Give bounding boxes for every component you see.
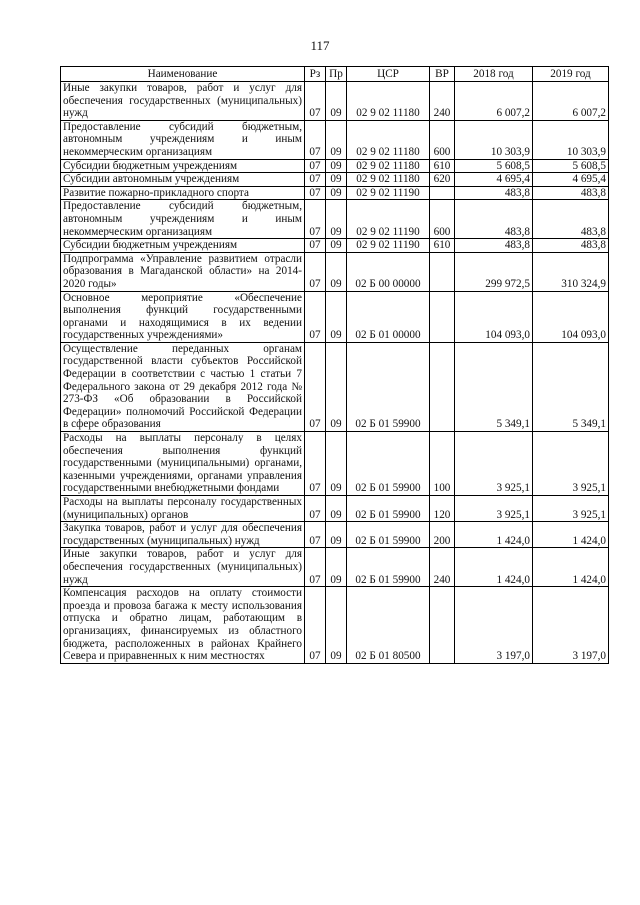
cell-2019: 483,8 — [533, 200, 609, 239]
cell-rz: 07 — [305, 548, 326, 587]
cell-2018: 483,8 — [455, 239, 533, 253]
cell-vr — [430, 587, 455, 664]
cell-vr — [430, 291, 455, 342]
cell-vr: 610 — [430, 239, 455, 253]
cell-vr — [430, 186, 455, 200]
cell-name: Основное мероприятие «Обеспечение выполнения функций государственными органами и находящимися в их ведении государственных учреждениями» — [61, 291, 305, 342]
cell-2018: 6 007,2 — [455, 82, 533, 121]
cell-pr: 09 — [326, 186, 347, 200]
table-row — [61, 82, 609, 121]
cell-name: Субсидии бюджетным учреждениям — [61, 239, 305, 253]
cell-name: Расходы на выплаты персоналу государственных (муниципальных) органов — [61, 496, 305, 522]
cell-csr: 02 9 02 11180 — [347, 159, 430, 173]
table-row — [61, 548, 609, 587]
cell-pr: 09 — [326, 173, 347, 187]
table-row — [61, 522, 609, 548]
cell-vr: 600 — [430, 200, 455, 239]
cell-csr: 02 Б 01 59900 — [347, 432, 430, 496]
cell-pr: 09 — [326, 587, 347, 664]
cell-vr: 240 — [430, 548, 455, 587]
cell-2019: 4 695,4 — [533, 173, 609, 187]
cell-2019: 3 197,0 — [533, 587, 609, 664]
cell-name: Закупка товаров, работ и услуг для обеспечения государственных (муниципальных) нужд — [61, 522, 305, 548]
cell-csr: 02 9 02 11180 — [347, 173, 430, 187]
cell-pr: 09 — [326, 239, 347, 253]
budget-table — [60, 66, 609, 664]
cell-rz: 07 — [305, 432, 326, 496]
cell-rz: 07 — [305, 159, 326, 173]
cell-name: Иные закупки товаров, работ и услуг для обеспечения государственных (муниципальных) нужд — [61, 82, 305, 121]
cell-2019: 3 925,1 — [533, 496, 609, 522]
cell-name: Предоставление субсидий бюджетным, автономным учреждениям и иным некоммерческим организациям — [61, 120, 305, 159]
cell-pr: 09 — [326, 159, 347, 173]
cell-name: Развитие пожарно-прикладного спорта — [61, 186, 305, 200]
cell-rz: 07 — [305, 496, 326, 522]
cell-2018: 3 925,1 — [455, 432, 533, 496]
cell-pr: 09 — [326, 252, 347, 291]
cell-vr: 100 — [430, 432, 455, 496]
cell-2018: 483,8 — [455, 200, 533, 239]
cell-2019: 1 424,0 — [533, 522, 609, 548]
cell-vr: 200 — [430, 522, 455, 548]
cell-rz: 07 — [305, 82, 326, 121]
table-header — [61, 67, 609, 82]
cell-2018: 299 972,5 — [455, 252, 533, 291]
cell-vr — [430, 342, 455, 431]
cell-2019: 104 093,0 — [533, 291, 609, 342]
header-row — [61, 67, 609, 82]
cell-rz: 07 — [305, 522, 326, 548]
table-row — [61, 200, 609, 239]
cell-csr: 02 Б 00 00000 — [347, 252, 430, 291]
cell-name: Компенсация расходов на оплату стоимости проезда и провоза багажа к месту использования отпуска и обратно лицам, работающим в организациях, финансируемых из областного бюджета, расположенных в районах Крайнего Севера и приравненных к ним местностях — [61, 587, 305, 664]
table-row — [61, 120, 609, 159]
cell-2018: 10 303,9 — [455, 120, 533, 159]
cell-vr: 240 — [430, 82, 455, 121]
cell-name: Предоставление субсидий бюджетным, автономным учреждениям и иным некоммерческим организациям — [61, 200, 305, 239]
cell-pr: 09 — [326, 291, 347, 342]
table-row — [61, 432, 609, 496]
page-number: 117 — [310, 38, 330, 53]
table-row — [61, 291, 609, 342]
cell-pr: 09 — [326, 120, 347, 159]
header-2019: 2019 год — [533, 67, 609, 82]
header-csr: ЦСР — [347, 67, 430, 82]
cell-2019: 6 007,2 — [533, 82, 609, 121]
cell-2018: 1 424,0 — [455, 548, 533, 587]
cell-2019: 10 303,9 — [533, 120, 609, 159]
cell-pr: 09 — [326, 342, 347, 431]
cell-rz: 07 — [305, 200, 326, 239]
cell-csr: 02 9 02 11180 — [347, 82, 430, 121]
table-row — [61, 496, 609, 522]
cell-pr: 09 — [326, 496, 347, 522]
table-row — [61, 159, 609, 173]
cell-rz: 07 — [305, 291, 326, 342]
header-pr: Пр — [326, 67, 347, 82]
cell-name: Субсидии автономным учреждениям — [61, 173, 305, 187]
cell-name: Субсидии бюджетным учреждениям — [61, 159, 305, 173]
cell-csr: 02 Б 01 59900 — [347, 548, 430, 587]
cell-2018: 4 695,4 — [455, 173, 533, 187]
cell-rz: 07 — [305, 342, 326, 431]
header-vr: ВР — [430, 67, 455, 82]
cell-name: Осуществление переданных органам государственной власти субъектов Российской Федерации в соответствии с частью 1 статьи 7 Федерального закона от 29 декабря 2012 года № 273-ФЗ «Об образовании в Российской Федерации» полномочий Российской Федерации в сфере образования — [61, 342, 305, 431]
cell-name: Иные закупки товаров, работ и услуг для обеспечения государственных (муниципальных) нужд — [61, 548, 305, 587]
cell-pr: 09 — [326, 522, 347, 548]
header-name: Наименование — [61, 67, 305, 82]
cell-rz: 07 — [305, 173, 326, 187]
cell-csr: 02 9 02 11190 — [347, 239, 430, 253]
cell-2019: 5 349,1 — [533, 342, 609, 431]
cell-vr: 120 — [430, 496, 455, 522]
cell-2018: 1 424,0 — [455, 522, 533, 548]
cell-csr: 02 Б 01 80500 — [347, 587, 430, 664]
cell-2018: 104 093,0 — [455, 291, 533, 342]
cell-csr: 02 9 02 11190 — [347, 186, 430, 200]
cell-2018: 3 197,0 — [455, 587, 533, 664]
table-row — [61, 173, 609, 187]
table-row — [61, 186, 609, 200]
cell-rz: 07 — [305, 252, 326, 291]
cell-csr: 02 Б 01 00000 — [347, 291, 430, 342]
table-body — [61, 82, 609, 664]
cell-vr: 610 — [430, 159, 455, 173]
table-row — [61, 342, 609, 431]
cell-2018: 3 925,1 — [455, 496, 533, 522]
cell-2019: 1 424,0 — [533, 548, 609, 587]
cell-pr: 09 — [326, 82, 347, 121]
cell-2018: 5 349,1 — [455, 342, 533, 431]
cell-2019: 483,8 — [533, 186, 609, 200]
table-row — [61, 587, 609, 664]
cell-csr: 02 Б 01 59900 — [347, 496, 430, 522]
cell-rz: 07 — [305, 186, 326, 200]
cell-2019: 310 324,9 — [533, 252, 609, 291]
table-row — [61, 239, 609, 253]
cell-rz: 07 — [305, 587, 326, 664]
cell-2019: 5 608,5 — [533, 159, 609, 173]
cell-rz: 07 — [305, 239, 326, 253]
cell-2019: 483,8 — [533, 239, 609, 253]
header-2018: 2018 год — [455, 67, 533, 82]
cell-vr: 620 — [430, 173, 455, 187]
cell-name: Подпрограмма «Управление развитием отрасли образования в Магаданской области» на 2014-2020 годы» — [61, 252, 305, 291]
cell-csr: 02 Б 01 59900 — [347, 342, 430, 431]
table-row — [61, 252, 609, 291]
cell-2018: 5 608,5 — [455, 159, 533, 173]
cell-pr: 09 — [326, 548, 347, 587]
cell-csr: 02 Б 01 59900 — [347, 522, 430, 548]
cell-2019: 3 925,1 — [533, 432, 609, 496]
cell-rz: 07 — [305, 120, 326, 159]
cell-csr: 02 9 02 11190 — [347, 200, 430, 239]
cell-pr: 09 — [326, 200, 347, 239]
cell-vr: 600 — [430, 120, 455, 159]
cell-name: Расходы на выплаты персоналу в целях обеспечения выполнения функций государственными (муниципальными) органами, казенными учреждениями, органами управления государственными внебюджетными фондами — [61, 432, 305, 496]
cell-vr — [430, 252, 455, 291]
cell-2018: 483,8 — [455, 186, 533, 200]
cell-csr: 02 9 02 11180 — [347, 120, 430, 159]
cell-pr: 09 — [326, 432, 347, 496]
header-rz: Рз — [305, 67, 326, 82]
